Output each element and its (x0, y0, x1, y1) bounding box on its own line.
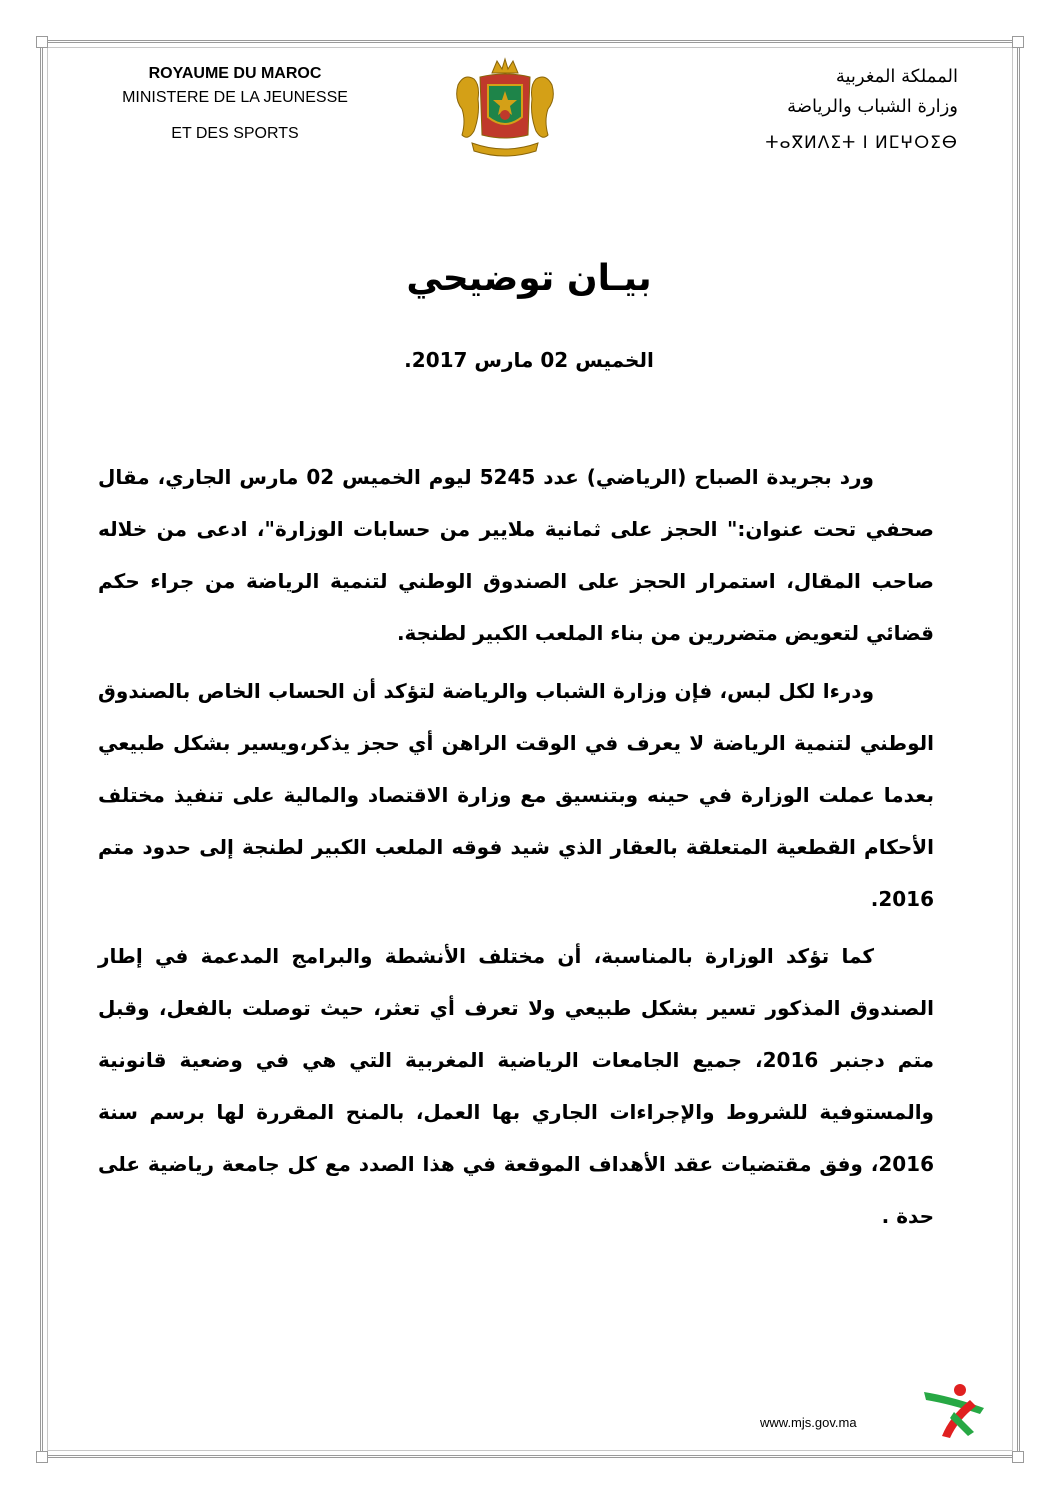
kingdom-name-ar: المملكة المغربية (835, 66, 958, 87)
corner-ornament-tl (36, 36, 48, 48)
paragraph-3-text: كما تؤكد الوزارة بالمناسبة، أن مختلف الأنشطة والبرامج المدعمة في إطار الصندوق المذكور تسير بشكل طبيعي ولا تعرف أي تعثر، حيث توصلت بالفعل، وقبل متم دجنبر 2016، جميع الجامعات الرياضية المغربية التي هي في وضعية قانونية والمستوفية للشروط والإجراءات الجاري بها العمل، بالمنح المقررة لها برسم سنة 2016، وفق مقتضيات عقد الأهداف الموقعة في هذا الصدد مع كل جامعة رياضية على حدة . (98, 944, 934, 1228)
ministry-name-fr-line1: MINISTERE DE LA JEUNESSE (122, 89, 348, 106)
mjs-logo-icon (920, 1382, 988, 1440)
corner-ornament-bl (36, 1451, 48, 1463)
document-title: بيـان توضيحي (406, 258, 652, 299)
paragraph-3 (98, 930, 934, 1242)
ministry-name-ar: وزارة الشباب والرياضة (787, 96, 958, 117)
website-url[interactable]: www.mjs.gov.ma (760, 1415, 857, 1430)
ministry-name-fr-line2: ET DES SPORTS (171, 125, 299, 142)
paragraph-1 (98, 451, 934, 659)
paragraph-2 (98, 665, 934, 925)
document-date: الخميس 02 مارس 2017. (404, 348, 654, 372)
corner-ornament-br (1012, 1451, 1024, 1463)
paragraph-1-text: ورد بجريدة الصباح (الرياضي) عدد 5245 ليوم الخميس 02 مارس الجاري، مقال صحفي تحت عنوان:" الحجز على ثمانية ملايير من حسابات الوزارة"، ادعى من خلاله صاحب المقال، استمرار الحجز على الصندوق الوطني لتنمية الرياضة من جراء حكم قضائي لتعويض متضررين من بناء الملعب الكبير لطنجة. (98, 465, 934, 645)
arabic-letterhead (718, 62, 958, 158)
paragraph-2-text: ودرءا لكل لبس، فإن وزارة الشباب والرياضة لتؤكد أن الحساب الخاص بالصندوق الوطني لتنمية الرياضة لا يعرف في الوقت الراهن أي حجز يذكر،ويسير بشكل طبيعي بعدما عملت الوزارة في حينه وبتنسيق مع وزارة الاقتصاد والمالية على تنفيذ مختلف الأحكام القطعية المتعلقة بالعقار الذي شيد فوقه الملعب الكبير لطنجة إلى حدود متم 2016. (98, 679, 934, 911)
french-letterhead (90, 62, 380, 146)
ministry-name-tifinagh: ⵜⴰⴳⵍⴷⵉⵜ ⵏ ⵍⵎⵖⵔⵉⴱ (765, 133, 958, 153)
coat-of-arms-icon (450, 55, 560, 160)
kingdom-name-fr: ROYAUME DU MAROC (148, 65, 322, 82)
corner-ornament-tr (1012, 36, 1024, 48)
